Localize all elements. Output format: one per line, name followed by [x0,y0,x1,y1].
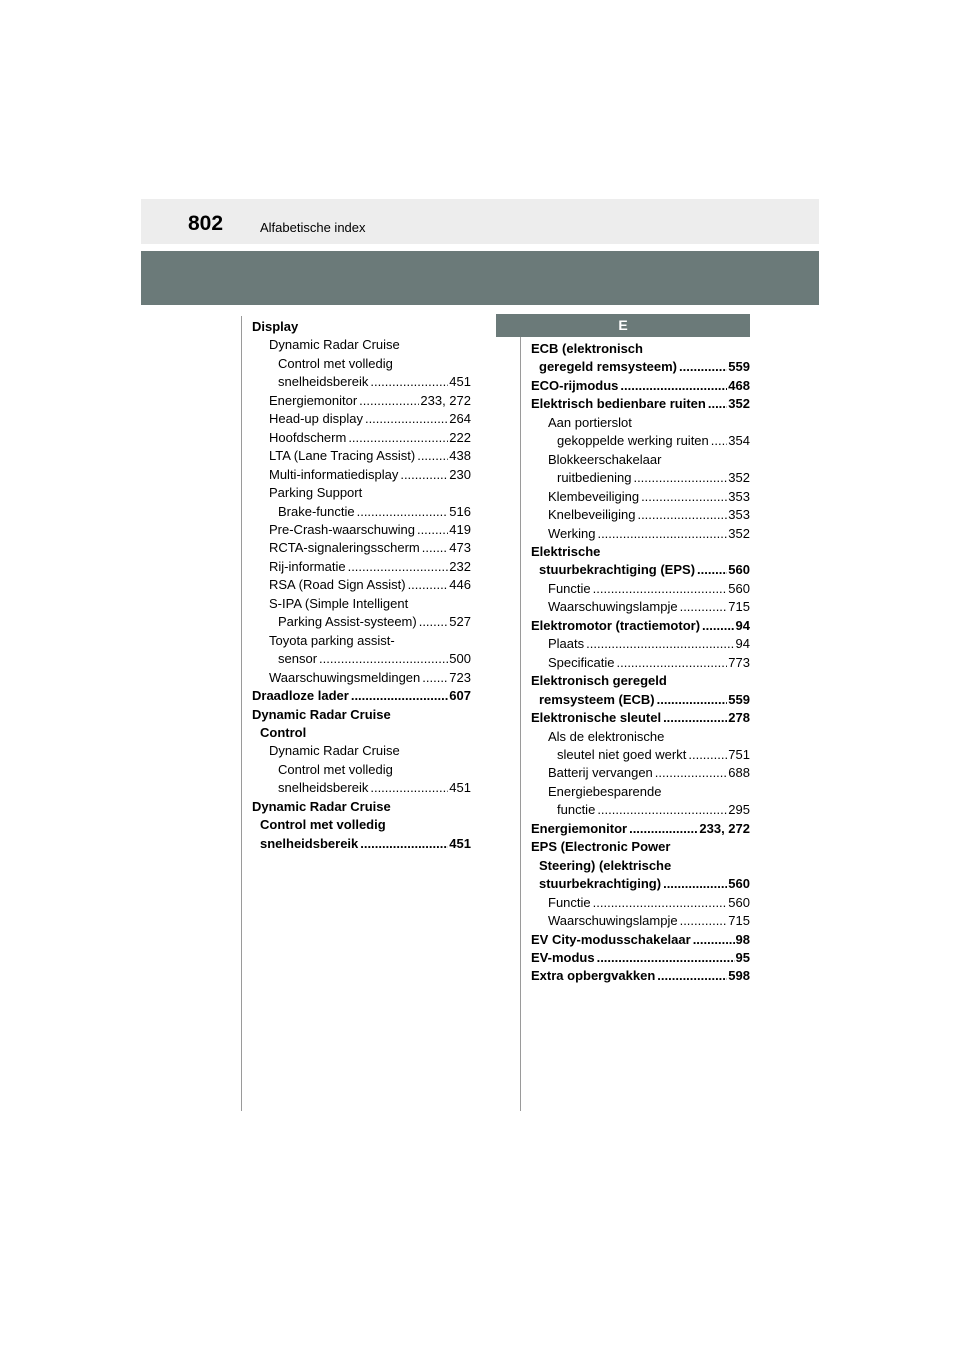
dot-leader [422,539,449,557]
index-term: sensor [278,651,318,667]
index-term: Energiebesparende [548,783,662,799]
page-number: 802 [188,212,224,235]
index-entry [531,488,750,506]
index-term: Control met volledig [260,817,386,833]
index-entry [252,484,471,502]
index-term: Dynamic Radar Cruise [252,706,391,722]
index-term: snelheidsbereik [278,780,369,796]
page-reference: 559 [728,691,750,707]
header-strip [141,199,819,244]
index-term: Parking Assist-systeem) [278,614,417,630]
index-entry [252,447,471,465]
dot-leader [370,779,448,797]
index-entry [252,318,471,336]
index-entry [531,340,750,358]
index-term: Waarschuwingsmeldingen [269,669,421,685]
index-term: Knelbeveiliging [548,507,636,523]
index-entry-continuation [531,432,750,450]
index-entry [531,377,750,395]
index-entry-continuation [531,358,750,376]
dot-leader [400,466,448,484]
page-reference: 559 [728,359,750,375]
dot-leader [351,687,448,705]
page-reference: 598 [728,968,750,984]
index-term: Control [260,724,307,740]
dot-leader [641,488,727,506]
page-reference: 438 [449,448,471,464]
index-entry [252,576,471,594]
index-entry-continuation [252,503,471,521]
index-term: Hoofdscherm [269,429,347,445]
index-term: Elektronische sleutel [531,710,662,726]
index-entry-continuation [252,355,471,373]
dot-leader [663,709,727,727]
index-term: remsysteem (ECB) [539,691,655,707]
page-reference: 715 [728,599,750,615]
index-term: Aan portierslot [548,414,632,430]
page-reference: 232 [449,558,471,574]
index-entry [531,395,750,413]
index-term: S-IPA (Simple Intelligent [269,595,409,611]
index-term: sleutel niet goed werkt [557,746,687,762]
index-term: Rij-informatie [269,558,346,574]
page-reference: 94 [735,636,750,652]
index-entry [531,820,750,838]
page-reference: 473 [449,540,471,556]
page-reference: 607 [449,688,471,704]
index-term: Als de elektronische [548,728,665,744]
page-reference: 352 [728,525,750,541]
index-entry-continuation [252,373,471,391]
index-entry-continuation [531,857,750,875]
dot-leader [680,598,728,616]
dot-leader [370,373,448,391]
dot-leader [688,746,727,764]
index-entry-continuation [252,816,471,834]
index-entry [531,635,750,653]
index-entry [252,410,471,428]
page-reference: 451 [449,835,471,851]
page-reference: 688 [728,765,750,781]
index-term: Waarschuwingslampje [548,599,678,615]
dot-leader [657,691,728,709]
index-entry [531,654,750,672]
index-term: geregeld remsysteem) [539,359,678,375]
index-term: Extra opbergvakken [531,968,656,984]
letter-heading-tab: E [496,314,750,337]
index-entry [531,894,750,912]
page-reference: 560 [728,580,750,596]
index-term: snelheidsbereik [260,835,359,851]
index-entry [252,336,471,354]
index-term: Klembeveiliging [548,488,640,504]
index-entry [531,451,750,469]
index-entry [531,709,750,727]
index-entry [252,539,471,557]
index-entry [531,783,750,801]
index-entry [531,931,750,949]
index-term: Blokkeerschakelaar [548,451,662,467]
index-entry [531,949,750,967]
dot-leader [679,358,727,376]
index-term: Waarschuwingslampje [548,913,678,929]
dot-leader [597,801,727,819]
index-term: EV-modus [531,949,595,965]
index-entry-continuation [531,561,750,579]
index-term: gekoppelde werking ruiten [557,433,709,449]
dot-leader [697,561,727,579]
index-entry-continuation [252,779,471,797]
page-reference: 446 [449,577,471,593]
index-term: Draadloze lader [252,688,349,704]
index-term: Specificatie [548,654,615,670]
index-term: Control met volledig [278,761,393,777]
dot-leader [422,669,448,687]
page-reference: 222 [449,429,471,445]
index-term: Elektrisch bedienbare ruiten [531,396,706,412]
index-term: Functie [548,894,591,910]
index-term: Elektronisch geregeld [531,673,667,689]
index-entry-continuation [531,875,750,893]
index-term: Head-up display [269,411,363,427]
page-reference: 451 [449,374,471,390]
index-term: Parking Support [269,485,363,501]
index-term: Display [252,319,299,334]
page-reference: 723 [449,669,471,685]
page-reference: 751 [728,746,750,762]
dot-leader [680,912,728,930]
index-entry [531,838,750,856]
page-reference: 295 [728,802,750,818]
index-entry-continuation [531,801,750,819]
page-reference: 468 [728,377,750,393]
dot-leader [348,558,449,576]
dot-leader [597,949,735,967]
index-entry [252,632,471,650]
page-reference: 516 [449,503,471,519]
index-term: Elektrische [531,543,601,559]
index-term: snelheidsbereik [278,374,369,390]
index-entry [252,521,471,539]
dot-leader [702,617,735,635]
index-term: ECO-rijmodus [531,377,619,393]
index-entry [531,414,750,432]
index-term: Pre-Crash-waarschuwing [269,521,415,537]
center-column-rule [520,316,521,1111]
index-term: Dynamic Radar Cruise [252,798,391,814]
index-term: Brake-functie [278,503,355,519]
dot-leader [408,576,449,594]
index-entry-continuation [252,835,471,853]
index-term: RSA (Road Sign Assist) [269,577,406,593]
index-entry-continuation [252,761,471,779]
index-entry [252,669,471,687]
index-entry-continuation [252,724,471,742]
index-entry [531,617,750,635]
header-band [141,251,819,305]
index-term: ECB (elektronisch [531,341,643,356]
dot-leader [711,432,728,450]
index-term: LTA (Lane Tracing Assist) [269,448,416,464]
index-entry [252,798,471,816]
index-entry [252,742,471,760]
page-reference: 233, 272 [699,820,750,836]
index-entry-continuation [252,613,471,631]
page-reference: 500 [449,651,471,667]
dot-leader [419,613,449,631]
dot-leader [657,967,727,985]
section-title: Alfabetische index [260,220,366,235]
dot-leader [417,447,448,465]
dot-leader [593,894,728,912]
dot-leader [597,525,727,543]
index-term: Multi-informatiedisplay [269,466,399,482]
dot-leader [593,580,728,598]
index-term: EV City-modusschakelaar [531,931,691,947]
index-term: Werking [548,525,596,541]
index-term: stuurbekrachtiging) [539,876,662,892]
index-entry [531,728,750,746]
index-term: stuurbekrachtiging (EPS) [539,562,696,578]
index-entry [531,967,750,985]
index-term: Energiemonitor [269,392,358,408]
dot-leader [693,931,735,949]
index-entry [531,912,750,930]
index-entry [252,706,471,724]
index-term: Elektromotor (tractiemotor) [531,617,701,633]
dot-leader [357,503,449,521]
index-column-right [531,340,750,986]
index-term: Functie [548,580,591,596]
page-reference: 560 [728,894,750,910]
page-reference: 353 [728,507,750,523]
page-reference: 98 [735,931,750,947]
dot-leader [365,410,448,428]
dot-leader [663,875,727,893]
page-reference: 773 [728,654,750,670]
index-term: Steering) (elektrische [539,857,672,873]
index-term: functie [557,802,596,818]
dot-leader [633,469,727,487]
dot-leader [348,429,448,447]
index-entry [531,764,750,782]
index-entry [531,580,750,598]
dot-leader [708,395,727,413]
index-term: Control met volledig [278,355,393,371]
index-term: Energiemonitor [531,820,628,836]
index-term: RCTA-signaleringsscherm [269,540,420,556]
dot-leader [359,392,419,410]
dot-leader [360,835,448,853]
index-term: Batterij vervangen [548,765,653,781]
index-term: Dynamic Radar Cruise [269,337,400,353]
dot-leader [319,650,448,668]
index-entry-continuation [531,469,750,487]
dot-leader [586,635,734,653]
page-reference: 527 [449,614,471,630]
page-reference: 278 [728,710,750,726]
index-term: Plaats [548,636,585,652]
index-entry-continuation [531,691,750,709]
index-column-left [252,318,471,853]
dot-leader [629,820,698,838]
index-entry [531,506,750,524]
page-reference: 352 [728,470,750,486]
page-reference: 230 [449,466,471,482]
page-reference: 233, 272 [420,392,471,408]
index-term: Toyota parking assist- [269,632,395,648]
page-reference: 560 [728,562,750,578]
page-reference: 715 [728,913,750,929]
index-term: EPS (Electronic Power [531,839,671,855]
index-entry-continuation [531,746,750,764]
dot-leader [655,764,728,782]
index-entry [252,687,471,705]
page-reference: 94 [735,617,750,633]
left-column-rule [241,316,242,1111]
page-reference: 354 [728,433,750,449]
index-entry [252,392,471,410]
index-entry [531,672,750,690]
dot-leader [637,506,727,524]
index-entry [252,466,471,484]
index-term: ruitbediening [557,470,632,486]
dot-leader [620,377,727,395]
page-reference: 264 [449,411,471,427]
page-reference: 419 [449,521,471,537]
index-entry [531,598,750,616]
page-reference: 560 [728,876,750,892]
dot-leader [616,654,727,672]
page-reference: 95 [735,949,750,965]
index-entry-continuation [252,650,471,668]
index-entry [531,543,750,561]
page-reference: 451 [449,780,471,796]
index-entry [252,429,471,447]
page-reference: 353 [728,488,750,504]
index-entry [531,525,750,543]
index-entry [252,558,471,576]
page-reference: 352 [728,396,750,412]
dot-leader [417,521,448,539]
index-entry [252,595,471,613]
index-term: Dynamic Radar Cruise [269,743,400,759]
